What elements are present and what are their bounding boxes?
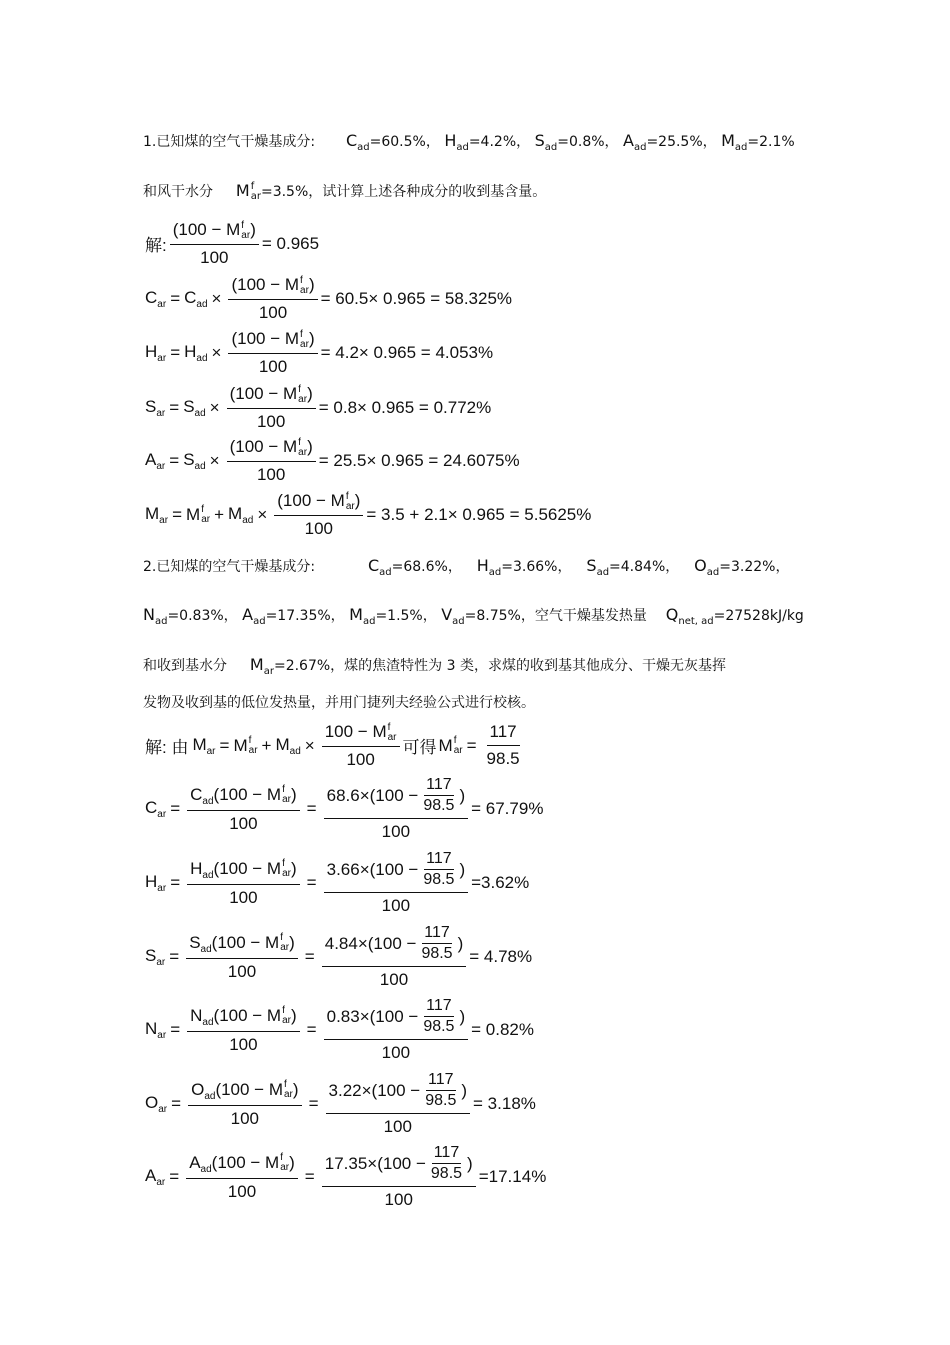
eq2-s-ar: $S_{ar}$ = $S_{ad}(100 - M$ f ar ) 100 = 4.84× (100 − $\frac{117}{98.5}$ ) 100 = 4.78%: [145, 924, 533, 989]
a-ad: $A_{ad}=25.5\%$，: [623, 131, 717, 153]
eq-c-ar: $C_{ar}$ = $C_{ad}$ × (100 − M f ar ) 100 = 60.5× 0.965 = 58.325%: [145, 274, 513, 322]
c-ad: $C_{ad}=60.5\%$，: [345, 131, 440, 153]
eq2-a-ar: $A_{ar}$ = $A_{ad}(100 - M$ f ar ) 100 = 17.35× (100 − $\frac{117}{98.5}$ ) 100 =17.14%: [145, 1144, 547, 1209]
eq-ratio: 解: (100 − M f ar ) 100 = 0.965: [145, 219, 320, 267]
eq-s-ar: $S_{ar}$ = $S_{ad}$ × (100 − M f ar ) 100 = 0.8× 0.965 = 0.772%: [145, 383, 492, 431]
problem2-line4: 发物及收到基的低位发热量，并用门捷列夫经验公式进行校核。: [143, 695, 535, 711]
eq2-c-ar: $C_{ar}$ = $C_{ad}(100 - M$ f ar ) 100 = 68.6× (100 − $\frac{117}{98.5}$ ) 100 = 67.79%: [145, 776, 544, 841]
eq2-o-ar: $O_{ar}$ = $O_{ad}(100 - M$ f ar ) 100 = 3.22× (100 − $\frac{117}{98.5}$ ) 100 = 3.18%: [145, 1071, 536, 1136]
h-ad: $H_{ad}=4.2\%$，: [444, 131, 531, 153]
problem1-line1: [143, 131, 795, 158]
eq-m-ar: $M_{ar}$ = M f ar + $M_{ad}$ × (100 − M f ar ) 100 = 3.5 + 2.1× 0.965 = 5.5625%: [145, 490, 592, 538]
eq-h-ar: $H_{ar}$ = $H_{ad}$ × (100 − M f ar ) 100 = 4.2× 0.965 = 4.053%: [145, 328, 494, 376]
eq2-h-ar: $H_{ar}$ = $H_{ad}(100 - M$ f ar ) 100 = 3.66× (100 − $\frac{117}{98.5}$ ) 100 =3.62%: [145, 850, 530, 915]
problem2-line1: 2.已知煤的空气干燥基成分: $C_{ad}=68.6\%$， $H_{ad}=3.66\%$， $S_{ad}=4.84\%$， $O_{ad}=3.22\%$，: [143, 556, 790, 578]
eq2-n-ar: $N_{ar}$ = $N_{ad}(100 - M$ f ar ) 100 = 0.83× (100 − $\frac{117}{98.5}$ ) 100 = 0.82%: [145, 997, 534, 1062]
eq-a-ar: $A_{ar}$ = $S_{ad}$ × (100 − M f ar ) 100 = 25.5× 0.965 = 24.6075%: [145, 436, 520, 484]
eq-derive-m-ar: 解: 由 $M_{ar}$ = M f ar + $M_{ad}$ × 100 − M f ar 100 可得 M f ar = $\frac{117}{98.5}$: [145, 721, 520, 769]
problem1-prefix: 1.已知煤的空气干燥基成分:: [143, 134, 316, 150]
problem1-line2: 和风干水分 M f ar =3.5%，试计算上述各种成分的收到基含量。: [143, 181, 547, 202]
m-ad: $M_{ad}=2.1\%$: [721, 131, 795, 153]
s-ad: $S_{ad}=0.8\%$，: [534, 131, 619, 153]
ratio-fraction: (100 − M f ar ) 100: [170, 220, 259, 268]
problem1-line2-text: 和风干水分: [143, 184, 213, 200]
problem2-line3: 和收到基水分 $M_{ar}=2.67\%$，煤的焦渣特性为 3 类，求煤的收到基其他成分、干燥无灰基挥: [143, 655, 726, 677]
problem2-line2: $N_{ad}=0.83\%$， $A_{ad}=17.35\%$， $M_{ad}=1.5\%$， $V_{ad}=8.75\%$，空气干燥基发热量 $Q_{net, ad}=27528kJ/kg$: [143, 605, 804, 627]
problem1-line2-rest: =3.5%，试计算上述各种成分的收到基含量。: [260, 184, 547, 200]
